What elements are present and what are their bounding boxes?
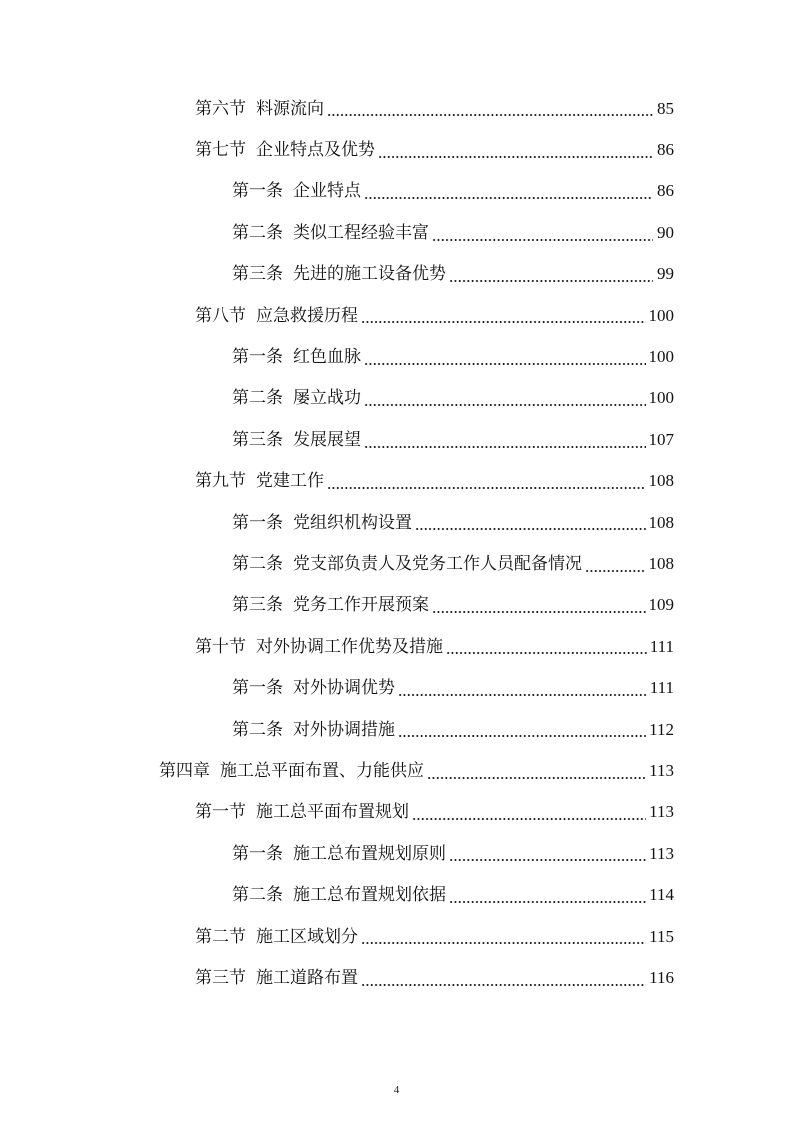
toc-entry-title: 对外协调工作优势及措施 (256, 636, 443, 657)
dot-leader (427, 776, 646, 780)
toc-entry-title: 施工总平面布置规划 (256, 802, 409, 823)
toc-entry-page: 113 (649, 802, 674, 822)
toc-entry-page: 86 (657, 181, 674, 201)
toc-entry-number: 第二条 (232, 388, 283, 409)
toc-entry[interactable] (0, 336, 793, 377)
toc-entry-number: 第一条 (232, 347, 283, 368)
toc-entry-title: 企业特点 (293, 181, 361, 202)
dot-leader (446, 651, 647, 655)
dot-leader (361, 320, 646, 324)
toc-entry-number: 第四章 (159, 760, 210, 781)
toc-entry-number: 第二条 (232, 553, 283, 574)
toc-entry-title: 屡立战功 (293, 388, 361, 409)
toc-entry-number: 第一条 (232, 843, 283, 864)
toc-entry[interactable] (0, 833, 793, 874)
toc-entry-page: 109 (648, 595, 674, 615)
toc-entry-title: 党务工作开展预案 (293, 595, 429, 616)
toc-entry[interactable] (0, 750, 793, 791)
toc-entry-page: 90 (657, 222, 674, 242)
toc-entry-number: 第一条 (232, 678, 283, 699)
dot-leader (412, 817, 646, 821)
toc-entry-number: 第三条 (232, 264, 283, 285)
toc-entry[interactable] (0, 543, 793, 584)
toc-entry-page: 108 (648, 471, 674, 491)
toc-entry[interactable] (0, 378, 793, 419)
toc-entry-page: 100 (648, 388, 674, 408)
toc-entry-page: 114 (649, 885, 674, 905)
dot-leader (364, 445, 646, 449)
toc-entry-number: 第九节 (195, 471, 246, 492)
toc-entry-number: 第二条 (232, 885, 283, 906)
toc-entry-title: 发展展望 (293, 429, 361, 450)
toc-entry-title: 企业特点及优势 (256, 140, 375, 161)
toc-entry-title: 对外协调措施 (293, 719, 395, 740)
toc-entry-number: 第六节 (195, 98, 246, 119)
toc-entry[interactable] (0, 667, 793, 708)
dot-leader (449, 279, 653, 283)
toc-entry-number: 第三条 (232, 429, 283, 450)
toc-entry[interactable] (0, 129, 793, 170)
dot-leader (327, 113, 653, 117)
toc-entry-page: 113 (649, 843, 674, 863)
dot-leader (449, 900, 646, 904)
toc-entry-title: 施工总布置规划依据 (293, 885, 446, 906)
toc-entry-title: 党建工作 (256, 471, 324, 492)
toc-entry-title: 应急救援历程 (256, 305, 358, 326)
dot-leader (364, 362, 646, 366)
toc-entry-page: 115 (649, 926, 674, 946)
toc-entry-title: 党组织机构设置 (293, 512, 412, 533)
toc-entry-page: 111 (649, 678, 674, 698)
toc-entry-page: 107 (648, 429, 674, 449)
toc-entry-page: 100 (648, 347, 674, 367)
toc-entry-title: 对外协调优势 (293, 678, 395, 699)
toc-entry[interactable] (0, 171, 793, 212)
dot-leader (364, 403, 646, 407)
toc-entry-title: 先进的施工设备优势 (293, 264, 446, 285)
toc-entry-number: 第二条 (232, 719, 283, 740)
toc-entry[interactable] (0, 295, 793, 336)
toc-entry[interactable] (0, 212, 793, 253)
toc-entry-number: 第二节 (195, 926, 246, 947)
dot-leader (361, 983, 646, 987)
toc-entry-title: 施工道路布置 (256, 967, 358, 988)
toc-entry-page: 112 (649, 719, 674, 739)
toc-entry[interactable] (0, 709, 793, 750)
toc-entry[interactable] (0, 254, 793, 295)
toc-entry-page: 100 (648, 305, 674, 325)
page-number: 4 (393, 1084, 400, 1096)
toc-entry-number: 第二条 (232, 222, 283, 243)
dot-leader (449, 858, 646, 862)
dot-leader (432, 610, 646, 614)
toc-entry-page: 85 (657, 98, 674, 118)
toc-entry-number: 第七节 (195, 140, 246, 161)
toc-entry-title: 施工总布置规划原则 (293, 843, 446, 864)
toc-entry-title: 料源流向 (256, 98, 324, 119)
toc-entry-number: 第八节 (195, 305, 246, 326)
toc-entry-number: 第一条 (232, 512, 283, 533)
dot-leader (398, 734, 646, 738)
toc-entry[interactable] (0, 874, 793, 915)
toc-entry[interactable] (0, 88, 793, 129)
dot-leader (585, 569, 646, 573)
toc-entry-number: 第三节 (195, 967, 246, 988)
toc-entry-page: 108 (648, 553, 674, 573)
toc-entry-title: 施工总平面布置、力能供应 (220, 760, 424, 781)
toc-entry-page: 111 (649, 636, 674, 656)
toc-entry-number: 第十节 (195, 636, 246, 657)
toc-entry-page: 86 (657, 140, 674, 160)
toc-entry[interactable] (0, 585, 793, 626)
dot-leader (361, 941, 646, 945)
dot-leader (378, 155, 653, 159)
toc-entry[interactable] (0, 792, 793, 833)
toc-entry[interactable] (0, 461, 793, 502)
toc-entry-page: 99 (657, 264, 674, 284)
toc-entry-number: 第三条 (232, 595, 283, 616)
dot-leader (415, 527, 646, 531)
dot-leader (432, 238, 653, 242)
toc-entry-number: 第一条 (232, 181, 283, 202)
toc-entry-title: 类似工程经验丰富 (293, 222, 429, 243)
toc-entry[interactable] (0, 957, 793, 998)
dot-leader (327, 486, 646, 490)
table-of-contents (0, 88, 793, 999)
toc-entry[interactable] (0, 419, 793, 460)
toc-entry-title: 红色血脉 (293, 347, 361, 368)
dot-leader (398, 693, 647, 697)
toc-entry[interactable] (0, 626, 793, 667)
toc-entry-title: 施工区域划分 (256, 926, 358, 947)
dot-leader (364, 196, 653, 200)
toc-entry[interactable] (0, 916, 793, 957)
toc-entry-number: 第一节 (195, 802, 246, 823)
toc-entry-title: 党支部负责人及党务工作人员配备情况 (293, 553, 582, 574)
toc-entry-page: 113 (649, 760, 674, 780)
toc-entry[interactable] (0, 502, 793, 543)
toc-entry-page: 108 (648, 512, 674, 532)
toc-entry-page: 116 (649, 967, 674, 987)
